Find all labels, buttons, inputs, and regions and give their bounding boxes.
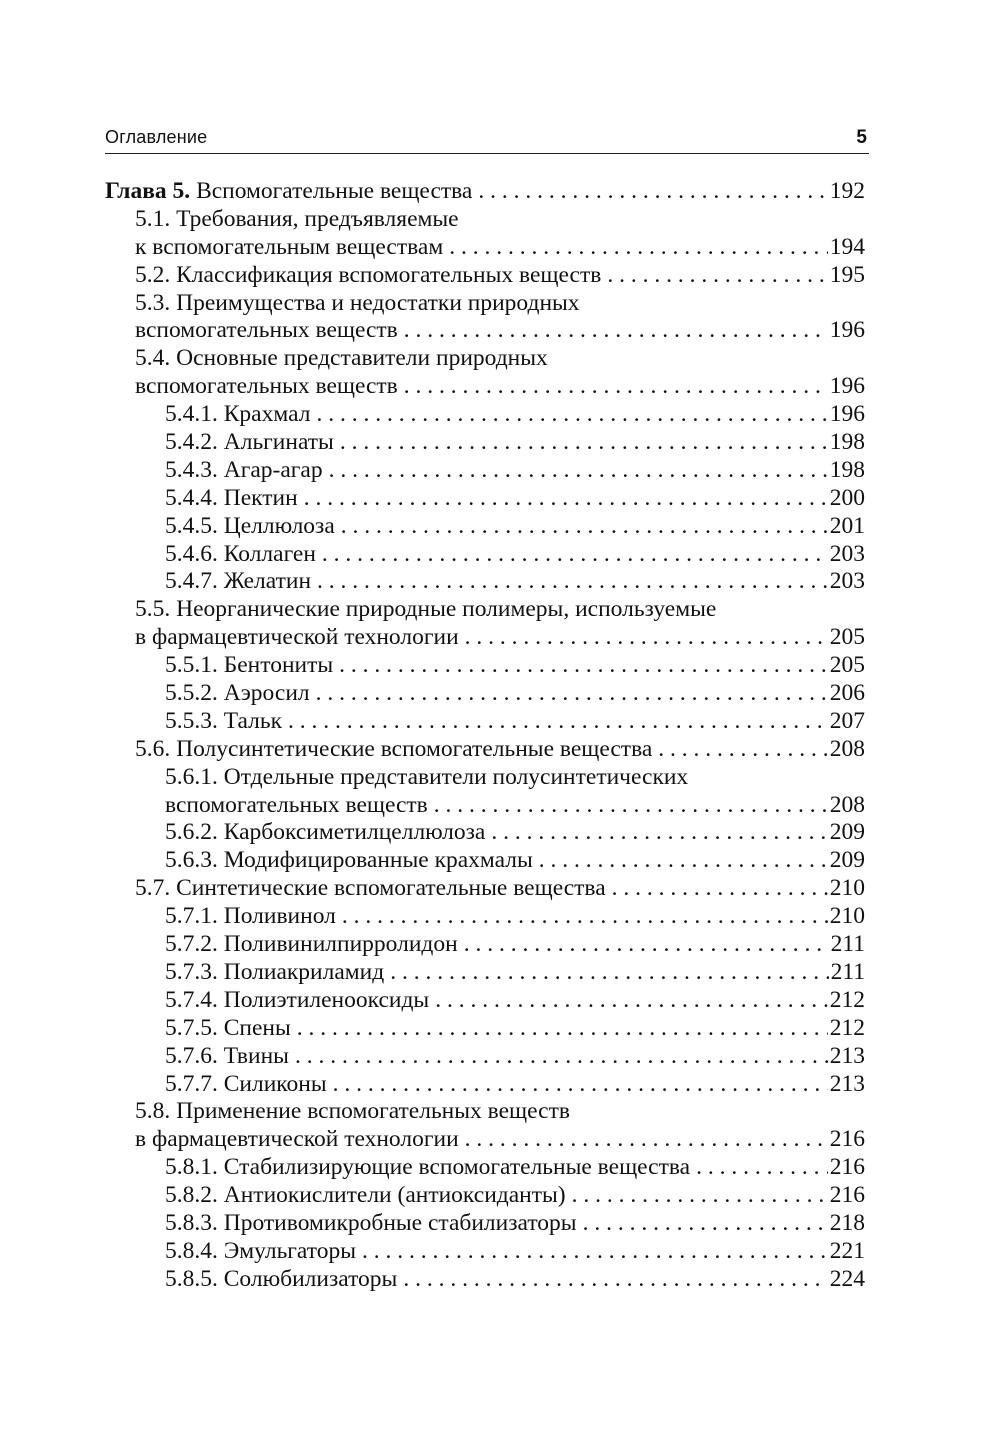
toc-entry <box>105 1210 865 1238</box>
toc-entry-title: 5.4.3. Агар-агар <box>165 456 323 483</box>
toc-entry-page: 208 <box>829 735 865 762</box>
dot-leader <box>434 792 828 820</box>
toc-entry-page: 224 <box>829 1265 865 1292</box>
toc-entry-page: 213 <box>829 1070 865 1097</box>
toc-entry-title: 5.3. Преимущества и недостатки природных <box>135 289 580 316</box>
toc-entry-title: 5.8. Применение вспомогательных веществ <box>135 1098 570 1125</box>
toc-entry-title: 5.4. Основные представители природных <box>135 345 548 372</box>
toc-entry <box>105 513 865 541</box>
dot-leader <box>607 262 827 290</box>
toc-entry-page: 205 <box>829 624 865 651</box>
toc-entry-title: 5.4.2. Альгинаты <box>165 429 334 456</box>
dot-leader <box>339 652 828 680</box>
toc-entry-page: 209 <box>829 819 865 846</box>
chapter-label: Глава 5. <box>105 178 191 204</box>
toc-entry-title: 5.5. Неорганические природные полимеры, используемые <box>135 596 717 623</box>
toc-entry-title: 5.6.2. Карбоксиметилцеллюлоза <box>165 819 486 846</box>
toc-entry-page: 210 <box>829 875 865 902</box>
toc-entry-title: 5.4.4. Пектин <box>165 484 298 511</box>
toc-entry-page: 211 <box>830 931 865 958</box>
toc-entry-page: 211 <box>830 958 865 985</box>
toc-entry <box>105 1071 865 1099</box>
dot-leader <box>341 513 828 541</box>
dot-leader <box>317 568 828 596</box>
toc-entry <box>105 401 865 429</box>
toc-entry-title: 5.8.5. Солюбилизаторы <box>165 1265 398 1292</box>
dot-leader <box>362 1238 828 1266</box>
toc-entry <box>105 541 865 569</box>
toc-entry <box>105 652 865 680</box>
toc-entry-title: 5.7. Синтетические вспомогательные вещества <box>135 875 606 902</box>
toc-entry <box>105 485 865 513</box>
toc-entry <box>105 1126 865 1154</box>
table-of-contents <box>105 178 865 1294</box>
dot-leader <box>491 819 827 847</box>
dot-leader <box>658 736 827 764</box>
toc-entry-page: 221 <box>829 1237 865 1264</box>
toc-entry-title: 5.7.1. Поливинол <box>165 903 336 930</box>
toc-entry-title: 5.7.6. Твины <box>165 1042 289 1069</box>
dot-leader <box>465 1126 828 1154</box>
dot-leader <box>288 708 828 736</box>
toc-entry-page: 200 <box>829 484 865 511</box>
toc-entry-title: 5.7.4. Полиэтиленооксиды <box>165 986 430 1013</box>
toc-entry <box>105 792 865 820</box>
dot-leader <box>696 1154 828 1182</box>
toc-entry <box>105 959 865 987</box>
toc-entry-title: 5.6.3. Модифицированные крахмалы <box>165 847 533 874</box>
toc-entry-title: вспомогательных веществ <box>135 373 398 400</box>
toc-entry-title: к вспомогательным веществам <box>135 233 444 260</box>
toc-entry-page: 196 <box>829 373 865 400</box>
toc-entry-title: 5.8.1. Стабилизирующие вспомогательные вещества <box>165 1154 691 1181</box>
running-head-title: Оглавление <box>105 127 208 147</box>
toc-entry-page: 218 <box>829 1209 865 1236</box>
chapter-title: Вспомогательные вещества <box>190 178 473 204</box>
toc-entry <box>105 457 865 485</box>
page-header <box>105 127 869 154</box>
toc-entry <box>105 847 865 875</box>
toc-entry-title: 5.7.7. Силиконы <box>165 1070 327 1097</box>
running-head-page-number: 5 <box>856 127 867 148</box>
toc-entry-title: 5.2. Классификация вспомогательных веществ <box>135 261 602 288</box>
toc-entry-page: 206 <box>829 680 865 707</box>
toc-entry-page: 216 <box>829 1182 865 1209</box>
dot-leader <box>465 624 828 652</box>
toc-entry <box>105 373 865 401</box>
toc-entry <box>105 596 865 624</box>
toc-entry <box>105 1098 865 1126</box>
toc-entry <box>105 317 865 345</box>
toc-entry-title: в фармацевтической технологии <box>135 624 459 651</box>
dot-leader <box>572 1182 828 1210</box>
toc-entry-page: 212 <box>829 1014 865 1041</box>
dot-leader <box>340 429 828 457</box>
toc-entry <box>105 1043 865 1071</box>
toc-entry <box>105 1182 865 1210</box>
toc-entry-title: 5.8.2. Антиокислители (антиоксиданты) <box>165 1182 566 1209</box>
dot-leader <box>304 485 828 513</box>
toc-entry-title: 5.4.7. Желатин <box>165 568 312 595</box>
dot-leader <box>322 541 828 569</box>
toc-entry-page: 207 <box>829 707 865 734</box>
dot-leader <box>295 1043 828 1071</box>
toc-entry <box>105 736 865 764</box>
toc-entry-page: 209 <box>829 847 865 874</box>
dot-leader <box>478 178 827 206</box>
toc-entry-title: вспомогательных веществ <box>165 791 428 818</box>
toc-entry-page: 201 <box>829 512 865 539</box>
toc-entry-title: 5.8.3. Противомикробные стабилизаторы <box>165 1209 577 1236</box>
toc-entry-title: в фармацевтической технологии <box>135 1126 459 1153</box>
dot-leader <box>449 234 828 262</box>
toc-entry <box>105 875 865 903</box>
toc-entry-title: вспомогательных веществ <box>135 317 398 344</box>
toc-entry-title: 5.5.3. Тальк <box>165 707 283 734</box>
dot-leader <box>333 1071 828 1099</box>
toc-entry <box>105 624 865 652</box>
toc-entry <box>105 262 865 290</box>
toc-entry <box>105 819 865 847</box>
toc-entry <box>105 987 865 1015</box>
toc-entry-page: 205 <box>829 652 865 679</box>
toc-entry <box>105 234 865 262</box>
toc-entry-page: 194 <box>829 233 865 260</box>
toc-entry-page: 195 <box>829 261 865 288</box>
toc-entry-title: 5.7.5. Спены <box>165 1014 291 1041</box>
toc-entry-title: 5.7.2. Поливинилпирролидон <box>165 931 458 958</box>
dot-leader <box>464 931 829 959</box>
toc-entry-title: 5.1. Требования, предъявляемые <box>135 205 459 232</box>
toc-entry-title: 5.5.2. Аэросил <box>165 680 310 707</box>
toc-entry <box>105 206 865 234</box>
toc-entry <box>105 903 865 931</box>
toc-entry-page: 192 <box>829 178 865 204</box>
toc-entry-title: 5.8.4. Эмульгаторы <box>165 1237 357 1264</box>
dot-leader <box>403 1266 827 1294</box>
toc-entry-page: 210 <box>829 903 865 930</box>
dot-leader <box>404 317 828 345</box>
toc-entry-title: 5.4.6. Коллаген <box>165 540 316 567</box>
dot-leader <box>583 1210 828 1238</box>
toc-entry <box>105 680 865 708</box>
toc-entry-title: 5.4.1. Крахмал <box>165 401 311 428</box>
toc-entry-page: 203 <box>829 540 865 567</box>
dot-leader <box>316 401 827 429</box>
toc-entry-page: 196 <box>829 401 865 428</box>
toc-entry-title: 5.7.3. Полиакриламид <box>165 958 385 985</box>
toc-entry-page: 198 <box>829 456 865 483</box>
toc-entry <box>105 1238 865 1266</box>
toc-entry-title: 5.6. Полусинтетические вспомогательные вещества <box>135 735 653 762</box>
dot-leader <box>435 987 828 1015</box>
toc-entry-page: 198 <box>829 429 865 456</box>
dot-leader <box>297 1015 828 1043</box>
toc-entry-title: 5.5.1. Бентониты <box>165 652 334 679</box>
toc-entry <box>105 1015 865 1043</box>
toc-entry-title: 5.4.5. Целлюлоза <box>165 512 335 539</box>
toc-entry <box>105 931 865 959</box>
toc-entry-page: 216 <box>829 1126 865 1153</box>
toc-entry-page: 196 <box>829 317 865 344</box>
toc-entry-title <box>105 178 472 206</box>
toc-entry <box>105 708 865 736</box>
dot-leader <box>539 847 828 875</box>
dot-leader <box>329 457 828 485</box>
toc-entry <box>105 429 865 457</box>
toc-entry-page: 208 <box>829 791 865 818</box>
toc-entry <box>105 1266 865 1294</box>
toc-entry <box>105 290 865 318</box>
dot-leader <box>342 903 828 931</box>
dot-leader <box>612 875 828 903</box>
dot-leader <box>316 680 828 708</box>
dot-leader <box>390 959 828 987</box>
dot-leader <box>404 373 828 401</box>
toc-entry-page: 216 <box>829 1154 865 1181</box>
toc-entry <box>105 345 865 373</box>
toc-entry-title: 5.6.1. Отдельные представители полусинтетических <box>165 763 689 790</box>
toc-entry-page: 213 <box>829 1042 865 1069</box>
toc-entry <box>105 1154 865 1182</box>
toc-entry-page: 203 <box>829 568 865 595</box>
toc-entry <box>105 568 865 596</box>
toc-entry-page: 212 <box>829 986 865 1013</box>
toc-entry <box>105 764 865 792</box>
toc-entry <box>105 178 865 206</box>
